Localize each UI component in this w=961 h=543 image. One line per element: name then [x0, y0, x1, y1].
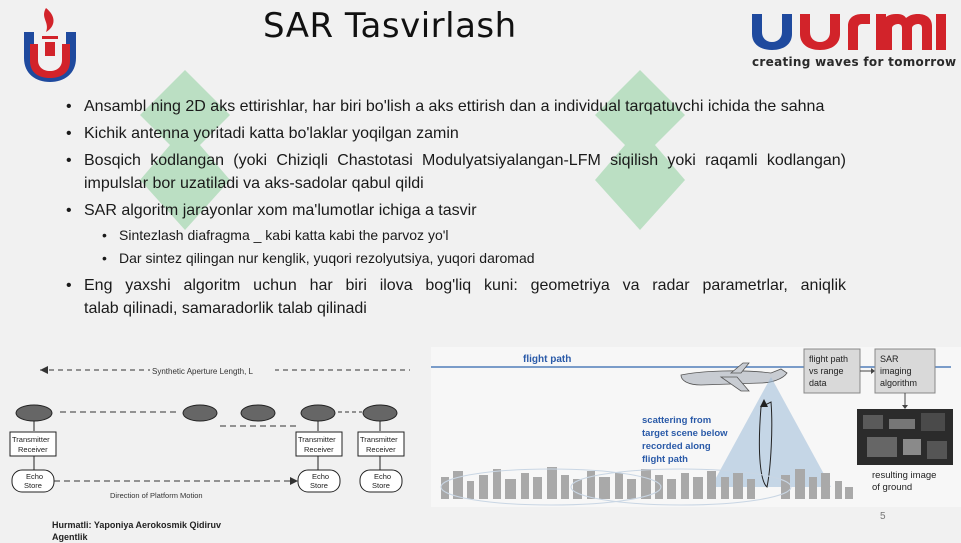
sar-imaging-diagram: [431, 347, 961, 507]
brand-logo: [748, 8, 948, 52]
scattering-line-3: recorded along: [642, 441, 711, 452]
bullet-text: SAR algoritm jarayonlar xom ma'lumotlar ichiga a tasvir: [84, 202, 477, 219]
scattering-line-4: flight path: [642, 454, 688, 465]
bullet-item-5: [66, 274, 846, 320]
bullet-text-line1: • Bosqich kodlangan (yoki Chiziqli Chastotasi Modulyatsiyalangan-LFM siqilish yoki raqamli kodlangan): [84, 152, 846, 169]
box2-line-2: imaging: [880, 366, 912, 376]
page-number: 5: [880, 511, 886, 522]
bullet-text-line1: • Eng yaxshi algoritm uchun har biri ilova bog'liq kuni: geometriya va radar parametrlar, aniqlik: [84, 277, 846, 294]
page-title: SAR Tasvirlash: [263, 6, 517, 46]
transmitter-label: Transmitter: [298, 435, 336, 444]
antenna-icon: [183, 405, 217, 421]
receiver-label: Receiver: [18, 445, 48, 454]
box2-line-3: algorithm: [880, 378, 918, 388]
antenna-icon: [16, 405, 52, 421]
footer-credit: Hurmatli: Yaponiya Aerokosmik Qidiruv Agentlik: [52, 520, 222, 542]
motion-label: Direction of Platform Motion: [110, 491, 203, 500]
result-line-2: of ground: [872, 482, 913, 493]
bullet-text: Kichik antenna yoritadi katta bo'laklar yoqilgan zamin: [84, 125, 459, 142]
antenna-icon: [301, 405, 335, 421]
bullet-list: [66, 95, 846, 324]
box1-line-3: data: [809, 378, 827, 388]
bullet-item-2: [66, 122, 846, 145]
bullet-item-3: [66, 149, 846, 195]
aperture-label: Synthetic Aperture Length, L: [152, 367, 253, 376]
result-image: [857, 409, 953, 465]
box1-line-1: flight path: [809, 354, 849, 364]
flight-path-label: flight path: [523, 354, 572, 365]
sub-bullet-item-2: • Dar sintez qilingan nur kenglik, yuqori rezolyutsiya, yuqori daromad: [102, 247, 846, 270]
antenna-icon: [241, 405, 275, 421]
store-label: Store: [24, 481, 42, 490]
sub-bullet-item-1: • Sintezlash diafragma _ kabi katta kabi the parvoz yo'l: [102, 224, 846, 247]
receiver-label: Receiver: [304, 445, 334, 454]
echo-label: Echo: [26, 472, 44, 481]
bullet-text-line2: talab qilinadi, samaradorlik talab qilinadi: [84, 300, 367, 317]
transmitter-label: Transmitter: [12, 435, 50, 444]
transmitter-label: Transmitter: [360, 435, 398, 444]
receiver-label: Receiver: [366, 445, 396, 454]
store-label: Store: [310, 481, 328, 490]
synthetic-aperture-diagram: [0, 360, 430, 510]
bullet-item-1: [66, 95, 846, 118]
box2-line-1: SAR: [880, 354, 899, 364]
echo-label: Echo: [312, 472, 330, 481]
bullet-text: Ansambl ning 2D aks ettirishlar, har biri bo'lish a aks ettirish dan a individual tarqatuvchi ichida the sahna: [84, 98, 825, 115]
sub-bullet-list: [84, 224, 846, 270]
bullet-item-4: [66, 199, 846, 270]
echo-label: Echo: [374, 472, 392, 481]
bullet-text-line2: impulslar bor uzatiladi va aks-sadolar qabul qildi: [84, 175, 424, 192]
box1-line-2: vs range: [809, 366, 844, 376]
scattering-line-2: target scene below: [642, 428, 728, 439]
scattering-line-1: scattering from: [642, 415, 712, 426]
result-line-1: resulting image: [872, 470, 937, 481]
org-logo: [16, 4, 88, 86]
antenna-icon: [363, 405, 397, 421]
store-label: Store: [372, 481, 390, 490]
brand-tagline: creating waves for tomorrow: [752, 55, 957, 69]
